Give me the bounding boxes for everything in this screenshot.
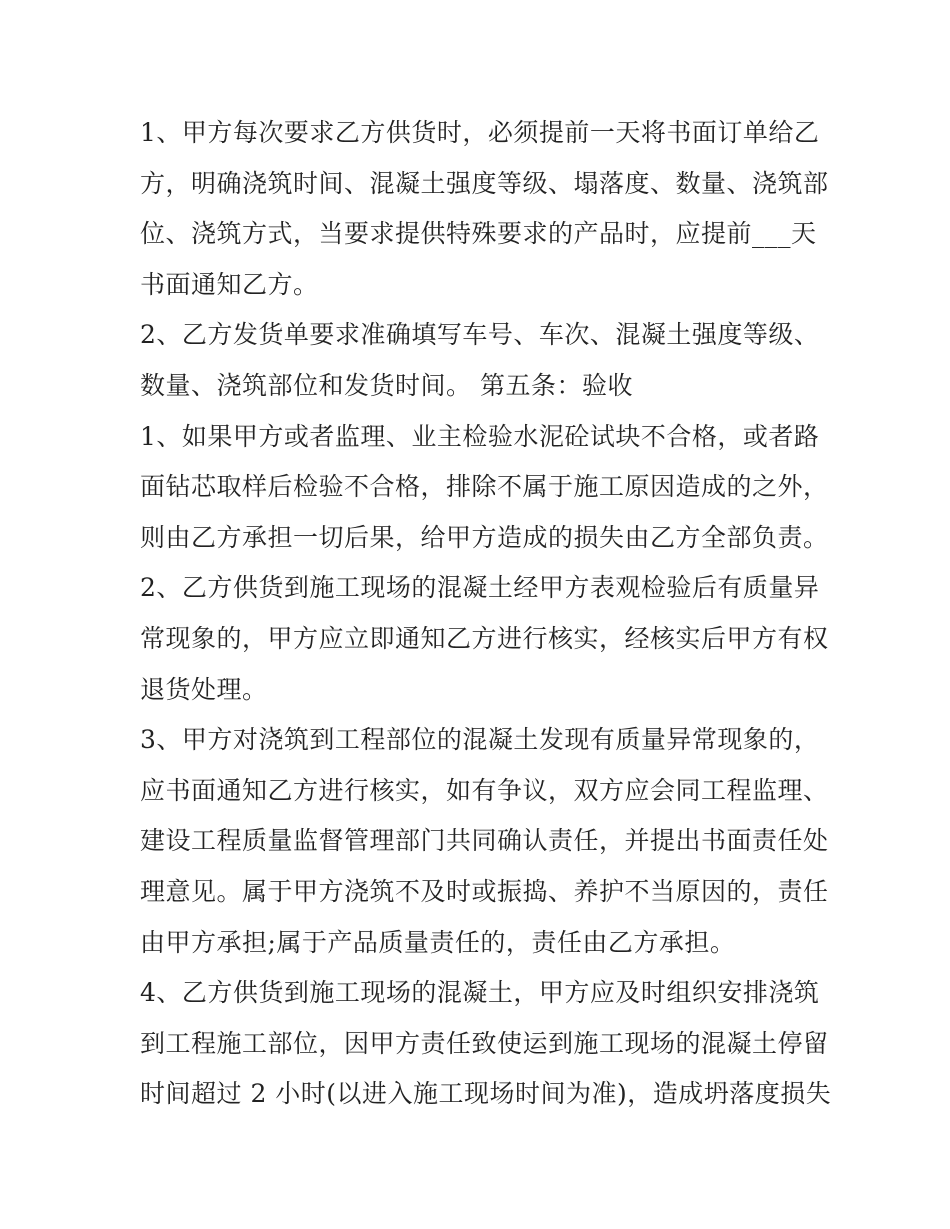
text-line: 数量、浇筑部位和发货时间。 第五条：验收 bbox=[140, 370, 633, 400]
text-line: 则由乙方承担一切后果，给甲方造成的损失由乙方全部负责。 bbox=[140, 522, 829, 552]
text-line: 常现象的，甲方应立即通知乙方进行核实，经核实后甲方有权 bbox=[140, 623, 829, 653]
text-line: 退货处理。 bbox=[140, 674, 268, 704]
text-line: 2、乙方发货单要求准确填写车号、车次、混凝土强度等级、 bbox=[140, 320, 820, 350]
paragraph-inspection-failure bbox=[140, 412, 829, 564]
text-line: 应书面通知乙方进行核实，如有争议，双方应会同工程监理、 bbox=[140, 775, 829, 805]
text-line: 4、乙方供货到施工现场的混凝土，甲方应及时组织安排浇筑 bbox=[140, 978, 820, 1008]
paragraph-visual-inspection bbox=[140, 563, 829, 715]
document-body bbox=[140, 108, 832, 1120]
text-line: 书面通知乙方。 bbox=[140, 269, 319, 299]
text-line: 3、甲方对浇筑到工程部位的混凝土发现有质量异常现象的， bbox=[140, 725, 820, 755]
text-line: 理意见。属于甲方浇筑不及时或振捣、养护不当原因的，责任 bbox=[140, 876, 829, 906]
paragraph-pouring-delay bbox=[140, 968, 832, 1120]
text-line: 时间超过 2 小时(以进入施工现场时间为准)，造成坍落度损失 bbox=[140, 1079, 832, 1109]
text-line: 2、乙方供货到施工现场的混凝土经甲方表观检验后有质量异 bbox=[140, 573, 820, 603]
text-line: 位、浇筑方式，当要求提供特殊要求的产品时，应提前___天 bbox=[140, 219, 817, 249]
paragraph-order-notice bbox=[140, 108, 829, 310]
text-line: 1、如果甲方或者监理、业主检验水泥砼试块不合格，或者路 bbox=[140, 421, 820, 451]
text-line: 到工程施工部位，因甲方责任致使运到施工现场的混凝土停留 bbox=[140, 1028, 829, 1058]
text-line: 1、甲方每次要求乙方供货时，必须提前一天将书面订单给乙 bbox=[140, 118, 820, 147]
paragraph-quality-dispute bbox=[140, 715, 829, 968]
text-line: 由甲方承担;属于产品质量责任的，责任由乙方承担。 bbox=[140, 927, 736, 957]
text-line: 面钻芯取样后检验不合格，排除不属于施工原因造成的之外， bbox=[140, 472, 829, 502]
text-line: 建设工程质量监督管理部门共同确认责任，并提出书面责任处 bbox=[140, 826, 829, 856]
paragraph-delivery-note bbox=[140, 310, 820, 411]
text-line: 方，明确浇筑时间、混凝土强度等级、塌落度、数量、浇筑部 bbox=[140, 168, 829, 198]
